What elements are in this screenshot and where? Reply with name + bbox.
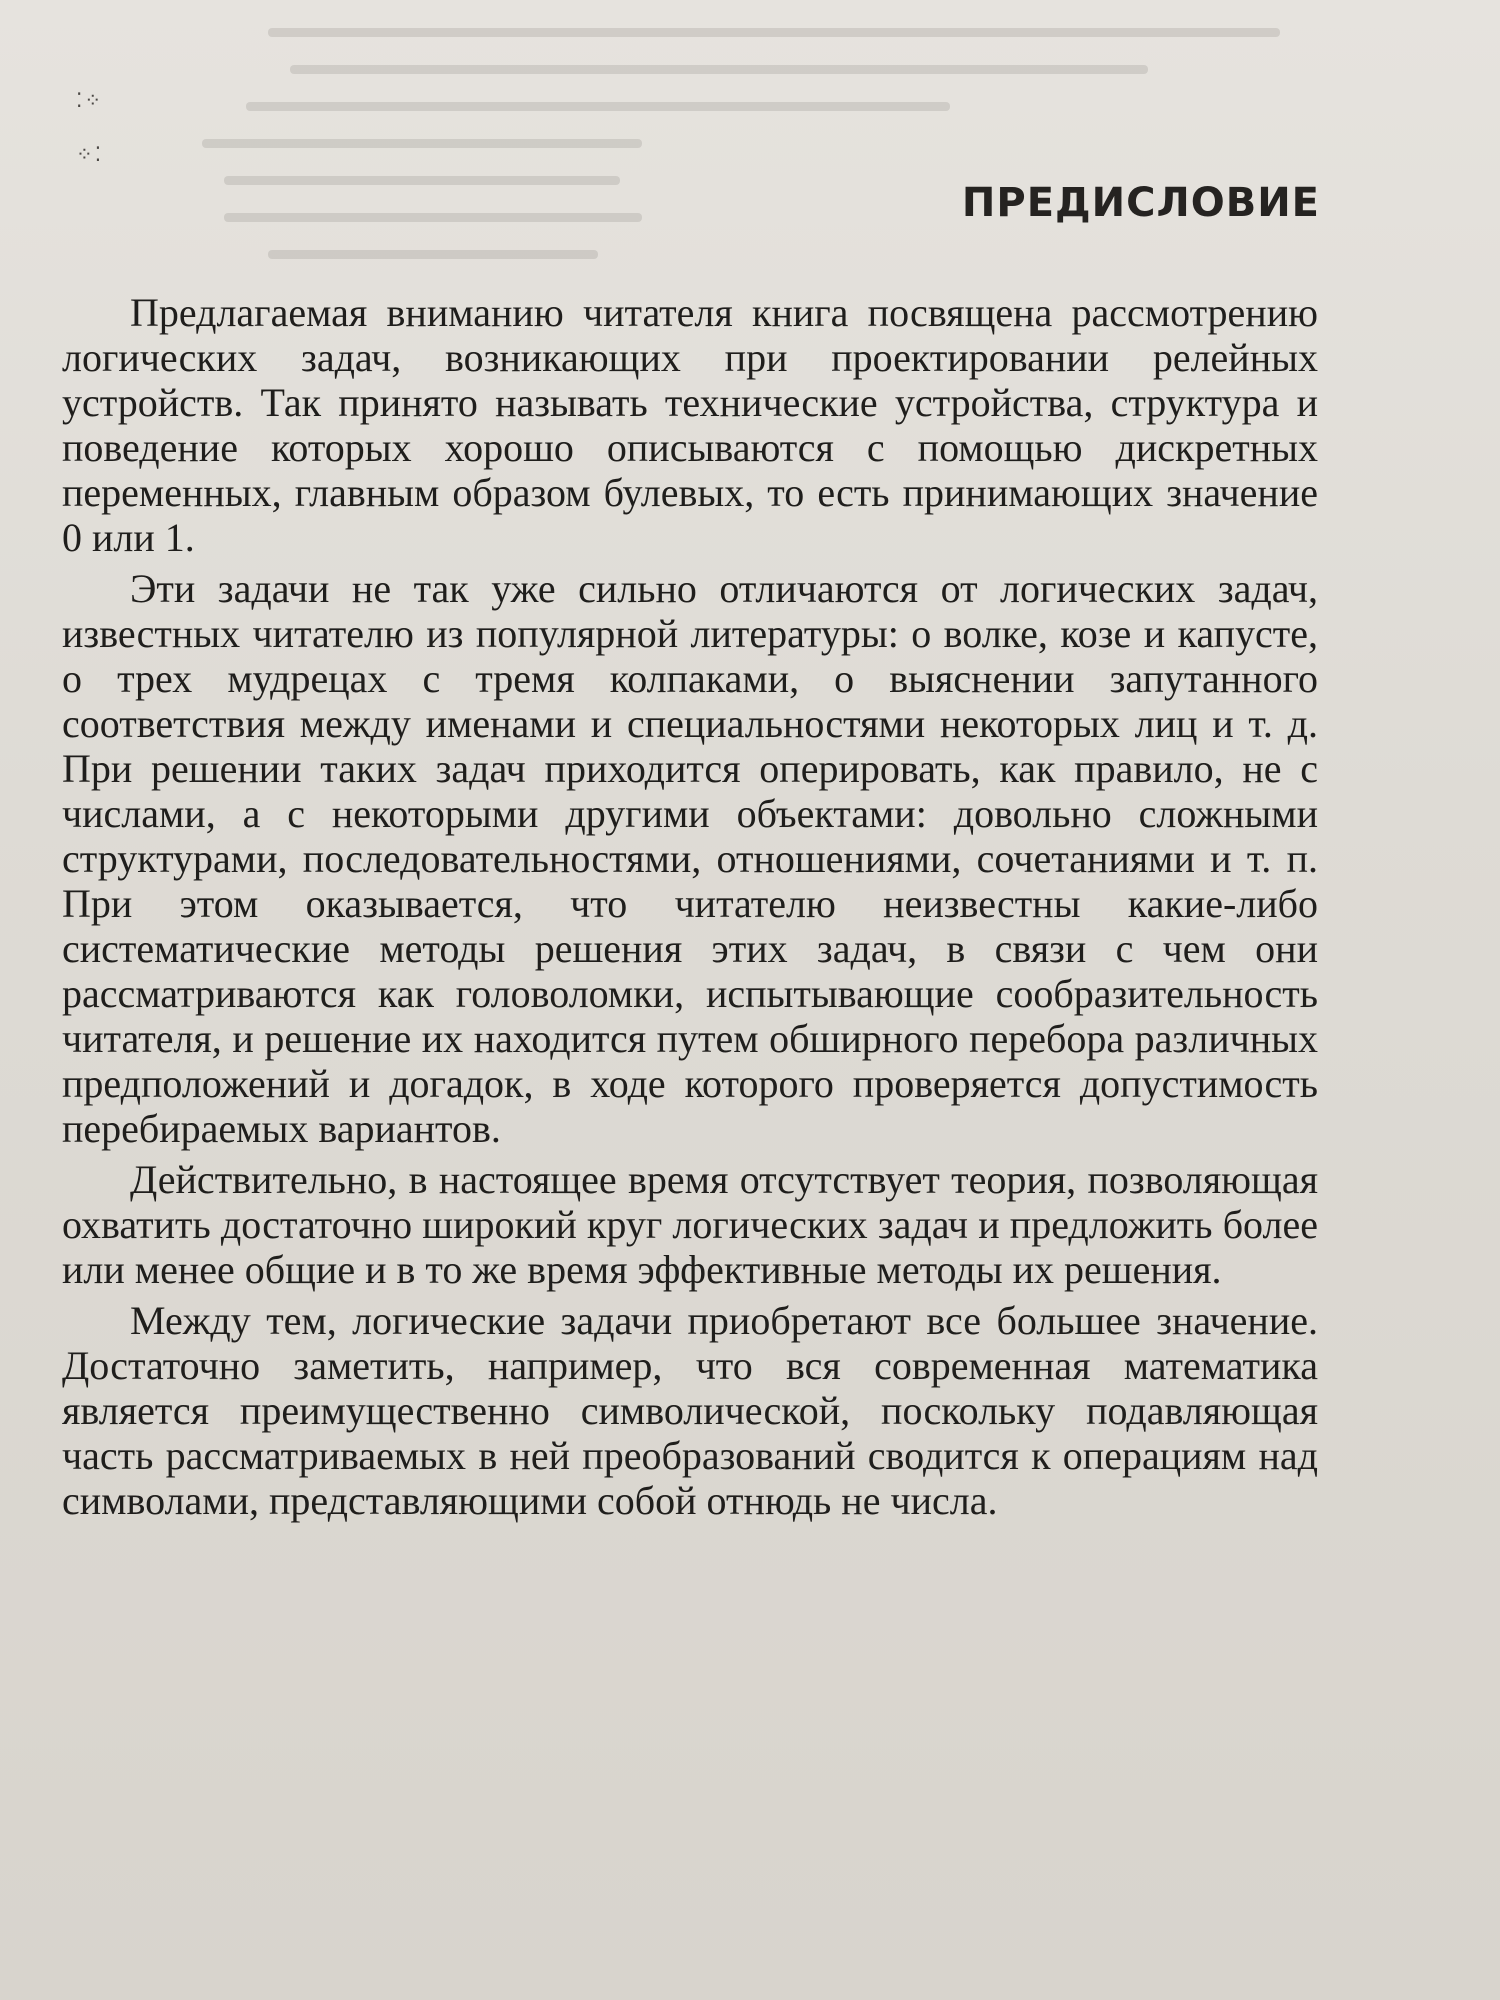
print-speck: ⁘⁚ [76, 144, 104, 166]
paragraph: Между тем, логические задачи приобретают все большее значение. Достаточно заметить, например, что вся современная математика является преимущественно символической, поскольку подавляющая часть рассматриваемых в ней преобразований сводится к операциям над символами, представляющими собой отнюдь не числа. [62, 1298, 1318, 1523]
print-speck: ⁚⁘ [76, 90, 104, 112]
paragraph: Эти задачи не так уже сильно отличаются от логических задач, известных читателю из популярной литературы: о волке, козе и капусте, о трех мудрецах с тремя колпаками, о выяснении запутанного соответствия между именами и специальностями некоторых лиц и т. д. При решении таких задач приходится оперировать, как правило, не с числами, а с некоторыми другими объектами: довольно сложными структурами, последовательностями, отношениями, сочетаниями и т. п. При этом оказывается, что читателю неизвестны какие-либо систематические методы решения этих задач, в связи с чем они рассматриваются как головоломки, испытывающие сообразительность читателя, и решение их находится путем обширного перебора различных предположений и догадок, в ходе которого проверяется допустимость перебираемых вариантов. [62, 566, 1318, 1151]
page-heading: ПРЕДИСЛОВИЕ [961, 180, 1320, 226]
paragraph: Действительно, в настоящее время отсутствует теория, позволяющая охватить достаточно широкий круг логических задач и предложить более или менее общие и в то же время эффективные методы их решения. [62, 1157, 1318, 1292]
paragraph: Предлагаемая вниманию читателя книга посвящена рассмотрению логических задач, возникающих при проектировании релейных устройств. Так принято называть технические устройства, структура и поведение которых хорошо описываются с помощью дискретных переменных, главным образом булевых, то есть принимающих значение 0 или 1. [62, 290, 1318, 560]
body-text [62, 290, 1318, 1529]
show-through-text [180, 0, 1280, 290]
